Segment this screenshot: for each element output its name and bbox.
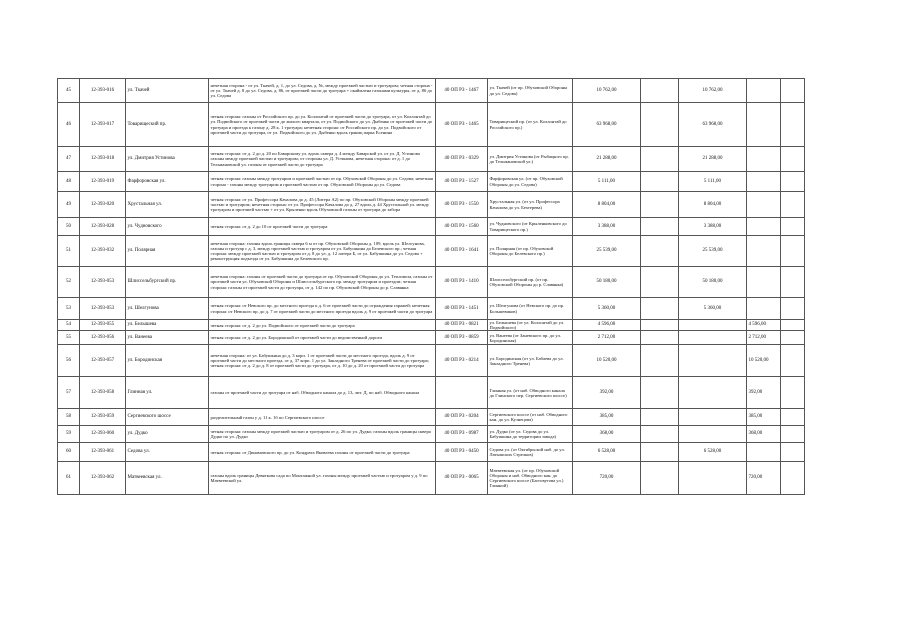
area-col-3-cell: [747, 192, 781, 218]
street-name-cell: Фарфоровская ул.: [126, 172, 209, 192]
area-col-3-cell: [747, 298, 781, 320]
area-col-3-cell: [747, 267, 781, 298]
total-area-cell: 720,00: [573, 462, 641, 495]
total-area-cell: 8 804,00: [573, 192, 641, 218]
street-name-cell: ул. Бородинская: [126, 345, 209, 377]
object-code-cell: 12-393-028: [80, 218, 126, 236]
area-col-4-cell: [781, 320, 805, 331]
table-row: [58, 331, 805, 345]
area-col-2-cell: [679, 320, 747, 331]
area-col-1-cell: [641, 236, 679, 267]
boundary-description-cell: четная сторона: от Динамовского пр. до ул. Кондрата Яковлева газоны от проезжей части до тротуара: [209, 443, 436, 462]
area-col-2-cell: 8 804,00: [679, 192, 747, 218]
boundary-description-cell: газоны вдоль границы Девяткова сада по Монтажной ул. газоны между проезжей частью и тротуаром у д. 9 по Матвеевской ул.: [209, 462, 436, 495]
boundary-description-cell: разделительный газон у д. 11 к. 1б по Сергиевского шоссе: [209, 409, 436, 426]
area-col-1-cell: [641, 443, 679, 462]
area-col-1-cell: [641, 462, 679, 495]
zone-code-cell: 40 ОП РЗ - 1410: [436, 267, 488, 298]
total-area-cell: 2 712,00: [573, 331, 641, 345]
area-col-2-cell: 25 539,00: [679, 236, 747, 267]
object-code-cell: 12-393-018: [80, 147, 126, 172]
boundary-description-cell: четная сторона: газоны между проезжей частью и тротуаром от д. 26 по ул. Дудко; газоны вдоль границы сквера Дудко по ул. Дудко: [209, 426, 436, 443]
street-name-cell: Товарищеский пр.: [126, 103, 209, 147]
street-segment-cell: Шлиссельбургский пр. (от пр. Обуховской Обороны до р. Славянка): [488, 267, 573, 298]
table-row: [58, 345, 805, 377]
street-name-cell: ул. Полярная: [126, 236, 209, 267]
street-segment-cell: Товарищеский пр. (от ул. Коллонтай до Российского пр.): [488, 103, 573, 147]
table-row: [58, 320, 805, 331]
area-col-1-cell: [641, 192, 679, 218]
row-number-cell: 47: [58, 147, 80, 172]
row-number-cell: 61: [58, 462, 80, 495]
zone-code-cell: 40 ОП РЗ - 1465: [436, 103, 488, 147]
boundary-description-cell: нечетная сторона: от ул. Бабушкина до д. 3 корп. 1 от проезжей части до местного проезда, вдоль д. 9 от проезжей части до местного проезда, от д. 37 корп. 1 до ул. Закладного Тренева от проезжей части до тротуара; четная сторона: от д. 2 до д. 8 от проезжей части до тротуара, от д. 10 до д. 20 от проезжей части до тротуара: [209, 345, 436, 377]
area-col-4-cell: [781, 426, 805, 443]
street-name-cell: ул. Шелгунова: [126, 298, 209, 320]
zone-code-cell: 40 ОП РЗ - 0859: [436, 331, 488, 345]
street-name-cell: Матвеевская ул.: [126, 462, 209, 495]
table-row: [58, 79, 805, 103]
street-segment-cell: ул. Дмитрия Устинова (от Рыбацкого пр. до Тельмановской ул.): [488, 147, 573, 172]
street-segment-cell: ул. Дудко (от ул. Седова до ул. Бабушкина до территории завода): [488, 426, 573, 443]
table-row: [58, 409, 805, 426]
street-name-cell: Глинная ул.: [126, 377, 209, 409]
object-code-cell: 12-393-053: [80, 298, 126, 320]
row-number-cell: 52: [58, 267, 80, 298]
table-row: [58, 172, 805, 192]
street-name-cell: ул. Дудко: [126, 426, 209, 443]
object-code-cell: 12-393-059: [80, 409, 126, 426]
area-col-1-cell: [641, 79, 679, 103]
object-code-cell: 12-393-062: [80, 462, 126, 495]
boundary-description-cell: четная сторона: от Невского пр. до местного проезда к д. 6 от проезжей части до ограждения гаражей; нечетная сторона: от Невского пр. до д. 7 от проезжей части до местного проезда вдоль д. 9 от проезжей части до тротуара: [209, 298, 436, 320]
area-col-2-cell: 5 111,00: [679, 172, 747, 192]
area-col-4-cell: [781, 298, 805, 320]
area-col-2-cell: 6 528,00: [679, 443, 747, 462]
object-code-cell: 12-393-053: [80, 267, 126, 298]
street-name-cell: Хрустальная ул.: [126, 192, 209, 218]
area-col-3-cell: 392,00: [747, 377, 781, 409]
street-segment-cell: Матвеевская ул. (от пр. Обуховской Обороны и наб. Обводного кан. до Сергиевского шоссе (Багговутова ул.) Глинной): [488, 462, 573, 495]
area-col-4-cell: [781, 462, 805, 495]
boundary-description-cell: нечетная сторона: газоны от проезжей части до тротуара от пр. Обуховской Обороны до ул. Тепловоза, газоны от проезжей части ул. Обуховской Обороны и Шлиссельбургского пр. между тротуаром и проездом; четная сторона: газоны от проезжей части до тротуара, от д. 142 по пр. Обуховской Обороны до р. Славянка: [209, 267, 436, 298]
row-number-cell: 59: [58, 426, 80, 443]
street-name-cell: Шлиссельбургский пр.: [126, 267, 209, 298]
street-segment-cell: ул. Бородинская (от ул. Бабаева до ул. Закладного Тренева): [488, 345, 573, 377]
total-area-cell: 10 520,00: [573, 345, 641, 377]
zone-code-cell: 40 ОП РЗ - 0450: [436, 443, 488, 462]
row-number-cell: 46: [58, 103, 80, 147]
table-row: [58, 192, 805, 218]
area-col-3-cell: 368,00: [747, 426, 781, 443]
boundary-description-cell: нечетная сторона: газоны вдоль границы сквера 6 м от пр. Обуховской Обороны д. 109, вдоль ул. Шелгунова, газоны и тротуар с д. 3, между проезжей частью и тротуаром от ул. Бабушкина до Белевского пр.; четная сторона: между проезжей частью и тротуаром от д. 8 до ул. д. 12 литера Б, от ул. Бабушкина до ул. Седова + реконструкция подъезда от ул. Бабушкина до Белевского пр.: [209, 236, 436, 267]
area-col-4-cell: [781, 218, 805, 236]
street-name-cell: ул. Ткачей: [126, 79, 209, 103]
row-number-cell: 55: [58, 331, 80, 345]
area-col-1-cell: [641, 103, 679, 147]
street-segment-cell: Седова ул. (от Октябрьской наб. до ул. Латышских Стрелков): [488, 443, 573, 462]
street-segment-cell: ул. Шелгунова (от Невского пр. до пр. Большевиков): [488, 298, 573, 320]
total-area-cell: 63 968,00: [573, 103, 641, 147]
zone-code-cell: 40 ОП РЗ - 0214: [436, 345, 488, 377]
table-row: [58, 298, 805, 320]
row-number-cell: 60: [58, 443, 80, 462]
street-segment-cell: Хрустальная ул. (от ул. Профессора Качалова до ул. Бехтерева): [488, 192, 573, 218]
object-code-cell: 12-393-017: [80, 103, 126, 147]
table-row: [58, 147, 805, 172]
boundary-description-cell: четная сторона: газоны между тротуаром и проезжей частью от пр. Обуховской Обороны до ул. Седова; нечетная сторона - газоны между тротуаром и проезжей частью от пр. Обуховской Обороны до ул. Седова: [209, 172, 436, 192]
area-col-2-cell: [679, 409, 747, 426]
area-col-1-cell: [641, 320, 679, 331]
total-area-cell: 368,00: [573, 426, 641, 443]
total-area-cell: 3 388,00: [573, 218, 641, 236]
area-col-2-cell: [679, 426, 747, 443]
area-col-1-cell: [641, 377, 679, 409]
row-number-cell: 50: [58, 218, 80, 236]
street-segment-cell: Сергиевского шоссе (от наб. Обводного кан. до ул. Кузнецова): [488, 409, 573, 426]
object-code-cell: 12-393-055: [80, 320, 126, 331]
register-table: [57, 78, 805, 495]
total-area-cell: 392,00: [573, 377, 641, 409]
area-col-4-cell: [781, 147, 805, 172]
area-col-4-cell: [781, 236, 805, 267]
area-col-2-cell: 21 288,00: [679, 147, 747, 172]
total-area-cell: 6 528,00: [573, 443, 641, 462]
row-number-cell: 56: [58, 345, 80, 377]
table-row: [58, 236, 805, 267]
object-code-cell: 12-393-020: [80, 192, 126, 218]
area-col-4-cell: [781, 331, 805, 345]
area-col-3-cell: 2 712,00: [747, 331, 781, 345]
area-col-1-cell: [641, 147, 679, 172]
area-col-4-cell: [781, 192, 805, 218]
row-number-cell: 57: [58, 377, 80, 409]
street-segment-cell: ул. Ванеева (от Заневского пр. до ул. Бородинская): [488, 331, 573, 345]
area-col-3-cell: [747, 79, 781, 103]
area-col-4-cell: [781, 345, 805, 377]
object-code-cell: 12-393-032: [80, 236, 126, 267]
area-col-3-cell: [747, 172, 781, 192]
object-code-cell: 12-393-019: [80, 172, 126, 192]
area-col-2-cell: 10 762,00: [679, 79, 747, 103]
zone-code-cell: 40 ОП РЗ - 0821: [436, 320, 488, 331]
area-col-2-cell: [679, 462, 747, 495]
area-col-1-cell: [641, 267, 679, 298]
street-name-cell: ул. Ванеева: [126, 331, 209, 345]
total-area-cell: 4 596,00: [573, 320, 641, 331]
boundary-description-cell: четная сторона: от д. 2 до д. 20 по Баварскому ул. вдоль сквера д. 4 между Баварской ул. от ул. Д. Устинова газоны между проезжей частью и тротуаром; от стороны ул. Д. Устинова, нечетная сторона: от д. 1 до Тельмановской ул. газоны от проезжей части до тротуара: [209, 147, 436, 172]
area-col-4-cell: [781, 172, 805, 192]
table-row: [58, 377, 805, 409]
area-col-2-cell: 63 968,00: [679, 103, 747, 147]
area-col-2-cell: [679, 377, 747, 409]
area-col-3-cell: 4 596,00: [747, 320, 781, 331]
area-col-3-cell: [747, 218, 781, 236]
row-number-cell: 53: [58, 298, 80, 320]
object-code-cell: 12-393-056: [80, 331, 126, 345]
object-code-cell: 12-393-057: [80, 345, 126, 377]
area-col-3-cell: [747, 236, 781, 267]
object-code-cell: 12-393-061: [80, 443, 126, 462]
street-name-cell: Сергиевского шоссе: [126, 409, 209, 426]
row-number-cell: 49: [58, 192, 80, 218]
table-row: [58, 462, 805, 495]
street-segment-cell: Глинная ул. (от наб. Обводного канала до Глинского пер. Сергиевского шоссе): [488, 377, 573, 409]
total-area-cell: 10 762,00: [573, 79, 641, 103]
street-segment-cell: ул. Ткачей (от пр. Обуховской Обороны до ул. Седова): [488, 79, 573, 103]
area-col-3-cell: 10 520,00: [747, 345, 781, 377]
area-col-1-cell: [641, 426, 679, 443]
row-number-cell: 45: [58, 79, 80, 103]
table-row: [58, 218, 805, 236]
area-col-2-cell: 50 180,00: [679, 267, 747, 298]
zone-code-cell: 40 ОП РЗ - 0065: [436, 462, 488, 495]
area-col-2-cell: 5 360,00: [679, 298, 747, 320]
street-name-cell: ул. Чудновского: [126, 218, 209, 236]
row-number-cell: 51: [58, 236, 80, 267]
area-col-4-cell: [781, 443, 805, 462]
table-row: [58, 103, 805, 147]
zone-code-cell: [436, 377, 488, 409]
row-number-cell: 58: [58, 409, 80, 426]
boundary-description-cell: нечетная сторона - от ул. Ткачей, д. 1, до ул. Седова, д. №, между проезжей частью и тротуаром; четная сторона - от ул. Ткачей д. 8 до ул. Седова, д. 86, от проезжей части до тротуара + окаймлена газонами культуры, от д. 86 до ул. Седова: [209, 79, 436, 103]
boundary-description-cell: четная сторона: от д. 2 до ул. Подвойского от проезжей части до тротуара: [209, 320, 436, 331]
street-segment-cell: ул. Чудновского (от Крыленковского до Товарищеского пр.): [488, 218, 573, 236]
area-col-1-cell: [641, 409, 679, 426]
area-col-3-cell: 720,00: [747, 462, 781, 495]
zone-code-cell: 40 ОП РЗ - 1451: [436, 298, 488, 320]
area-col-4-cell: [781, 409, 805, 426]
total-area-cell: 5 360,00: [573, 298, 641, 320]
table-row: [58, 267, 805, 298]
zone-code-cell: 40 ОП РЗ - 1560: [436, 218, 488, 236]
object-code-cell: 12-393-060: [80, 426, 126, 443]
street-segment-cell: ул. Белышева (от ул. Коллонтай до ул. Подвойского): [488, 320, 573, 331]
area-col-1-cell: [641, 218, 679, 236]
area-col-3-cell: [747, 443, 781, 462]
table-row: [58, 426, 805, 443]
area-col-3-cell: 385,00: [747, 409, 781, 426]
zone-code-cell: 40 ОП РЗ - 0987: [436, 426, 488, 443]
zone-code-cell: 40 ОП РЗ - 1527: [436, 172, 488, 192]
total-area-cell: 21 288,00: [573, 147, 641, 172]
street-name-cell: ул. Белышева: [126, 320, 209, 331]
area-col-2-cell: [679, 331, 747, 345]
area-col-1-cell: [641, 345, 679, 377]
total-area-cell: 5 111,00: [573, 172, 641, 192]
area-col-2-cell: [679, 345, 747, 377]
row-number-cell: 48: [58, 172, 80, 192]
zone-code-cell: 40 ОП РЗ - 0329: [436, 147, 488, 172]
zone-code-cell: 40 ОП РЗ - 1467: [436, 79, 488, 103]
zone-code-cell: 40 ОП РЗ - 0204: [436, 409, 488, 426]
area-col-1-cell: [641, 331, 679, 345]
area-col-4-cell: [781, 377, 805, 409]
area-col-3-cell: [747, 103, 781, 147]
total-area-cell: 25 539,00: [573, 236, 641, 267]
street-name-cell: Седова ул.: [126, 443, 209, 462]
object-code-cell: 12-393-016: [80, 79, 126, 103]
area-col-2-cell: 3 388,00: [679, 218, 747, 236]
street-segment-cell: Фарфоровская ул. (от пр. Обуховской Обороны до ул. Седова): [488, 172, 573, 192]
street-name-cell: ул. Дмитрия Устинова: [126, 147, 209, 172]
boundary-description-cell: четная сторона: газоны от Российского пр. до ул. Коллонтай от проезжей части до тротуара, от ул. Коллонтай до ул. Подвойского от проезжей части до жилого квартала, от ул. Подвойского до ул. Дыбенко от проезжей части до тротуара и проезда к газону д. 28 к. 1 тротуара; нечетная сторона: от Российского пр. до ул. Подвойского от проезжей части до тротуара, от ул. Подвойского до ул. Дыбенко вдоль границ парка Есенина: [209, 103, 436, 147]
area-col-4-cell: [781, 79, 805, 103]
total-area-cell: 385,00: [573, 409, 641, 426]
area-col-4-cell: [781, 103, 805, 147]
street-segment-cell: ул. Полярная (от пр. Обуховской Обороны до Белевского пр.): [488, 236, 573, 267]
total-area-cell: 50 180,00: [573, 267, 641, 298]
area-col-1-cell: [641, 172, 679, 192]
table-row: [58, 443, 805, 462]
boundary-description-cell: четная сторона: от ул. Профессора Качалова до д. 45 (Литера А2) по пр. Обуховской Обороны между проезжей частью и тротуаром; нечетная сторона: от ул. Профессора Качалова до д. 27 вдоль д. 44 Хрустальной ул. между тротуаром и проезжей частью + от ул. Крыленко вдоль Обуховской газоны от тротуара до забора: [209, 192, 436, 218]
object-code-cell: 12-393-058: [80, 377, 126, 409]
boundary-description-cell: четная сторона: от д. 2 до ул. Бородинской от проезжей части до ведомственной дороги: [209, 331, 436, 345]
area-col-4-cell: [781, 267, 805, 298]
zone-code-cell: 40 ОП РЗ - 1641: [436, 236, 488, 267]
boundary-description-cell: четная сторона: от д. 2 до 10 от проезжей части до тротуара: [209, 218, 436, 236]
zone-code-cell: 40 ОП РЗ - 1550: [436, 192, 488, 218]
area-col-3-cell: [747, 147, 781, 172]
row-number-cell: 54: [58, 320, 80, 331]
area-col-1-cell: [641, 298, 679, 320]
boundary-description-cell: газоны от проезжей части до тротуара от наб. Обводного канала до д. 13, лит. Д, по наб. Обводного канала: [209, 377, 436, 409]
